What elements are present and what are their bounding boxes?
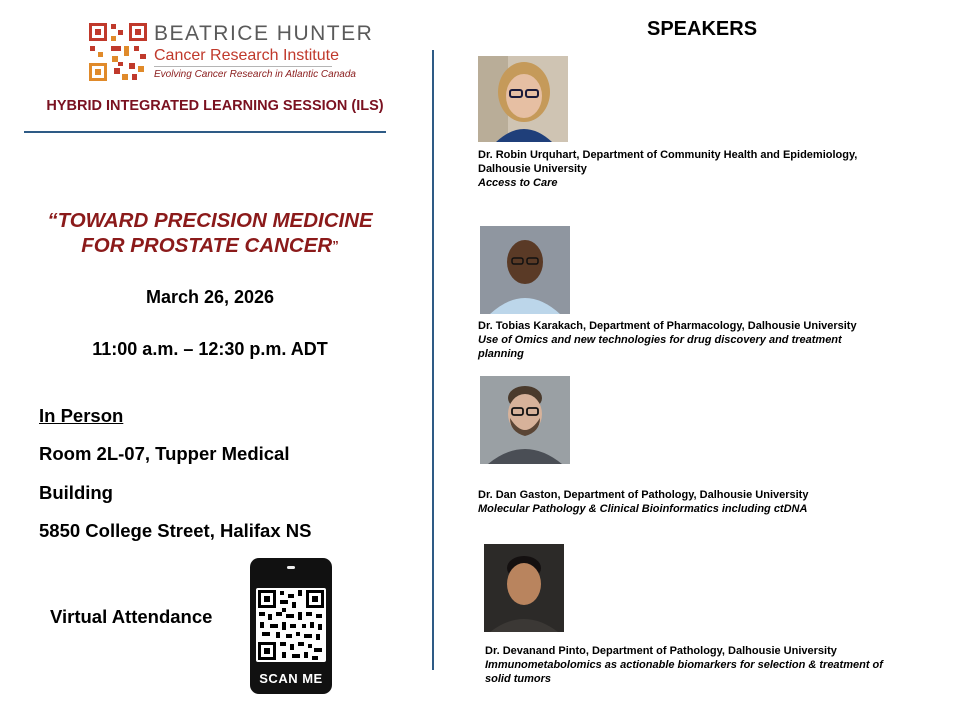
speaker-photo: [484, 544, 564, 632]
qr-logo-icon: [88, 22, 148, 82]
phone-speaker-icon: [287, 566, 295, 569]
speaker-4-name: Dr. Devanand Pinto, Department of Pathology, Dalhousie University: [485, 645, 837, 657]
talk-title-close-quote: ”: [332, 238, 339, 253]
horizontal-divider: [24, 131, 386, 133]
vertical-divider: [432, 50, 434, 670]
session-type: HYBRID INTEGRATED LEARNING SESSION (ILS): [46, 98, 384, 114]
talk-title-line2: FOR PROSTATE CANCER: [81, 234, 333, 257]
qr-code: [256, 588, 326, 662]
speaker-3-name: Dr. Dan Gaston, Department of Pathology, Dalhousie University: [478, 489, 809, 501]
speaker-2-topic-line1: Use of Omics and new technologies for drug discovery and treatment: [478, 334, 842, 346]
logo-tagline: Evolving Cancer Research in Atlantic Canada: [154, 69, 356, 80]
speaker-2-name: Dr. Tobias Karakach, Department of Pharmacology, Dalhousie University: [478, 320, 857, 332]
logo-divider: [154, 66, 332, 67]
speaker-photo: [478, 56, 568, 142]
speaker-4-topic-line1: Immunometabolomics as actionable biomarkers for selection & treatment of: [485, 659, 883, 671]
speakers-heading: SPEAKERS: [647, 18, 758, 40]
talk-title-line1: “TOWARD PRECISION MEDICINE: [47, 209, 373, 232]
logo-institute-text: Cancer Research Institute: [154, 47, 339, 64]
speaker-4-topic-line2: solid tumors: [485, 673, 552, 685]
logo-name-text: BEATRICE HUNTER: [154, 22, 374, 45]
speaker-2-topic-line2: planning: [478, 348, 524, 360]
speaker-1-name-line2: Dalhousie University: [478, 163, 587, 175]
speaker-portrait-icon: [484, 544, 564, 632]
address-line: 5850 College Street, Halifax NS: [39, 520, 312, 541]
event-date: March 26, 2026: [145, 287, 275, 307]
speaker-photo: [480, 226, 570, 314]
speaker-photo: [480, 376, 570, 464]
speaker-1-topic: Access to Care: [478, 177, 558, 189]
in-person-heading: In Person: [39, 405, 124, 426]
qr-code-icon: [256, 588, 326, 662]
room-line2: Building: [39, 482, 113, 503]
speaker-portrait-icon: [480, 226, 570, 314]
event-time: 11:00 a.m. – 12:30 p.m. ADT: [92, 339, 328, 359]
institute-logo-mark: [88, 22, 148, 82]
speaker-1-name-line1: Dr. Robin Urquhart, Department of Community Health and Epidemiology,: [478, 149, 858, 161]
speaker-portrait-icon: [478, 56, 568, 142]
speaker-portrait-icon: [480, 376, 570, 464]
virtual-attendance-label: Virtual Attendance: [50, 606, 213, 627]
talk-title: [0, 208, 420, 258]
room-line1: Room 2L-07, Tupper Medical: [39, 443, 290, 464]
qr-code-phone[interactable]: [250, 558, 332, 694]
scan-me-label: SCAN ME: [259, 671, 323, 686]
speaker-3-topic: Molecular Pathology & Clinical Bioinformatics including ctDNA: [478, 503, 808, 515]
